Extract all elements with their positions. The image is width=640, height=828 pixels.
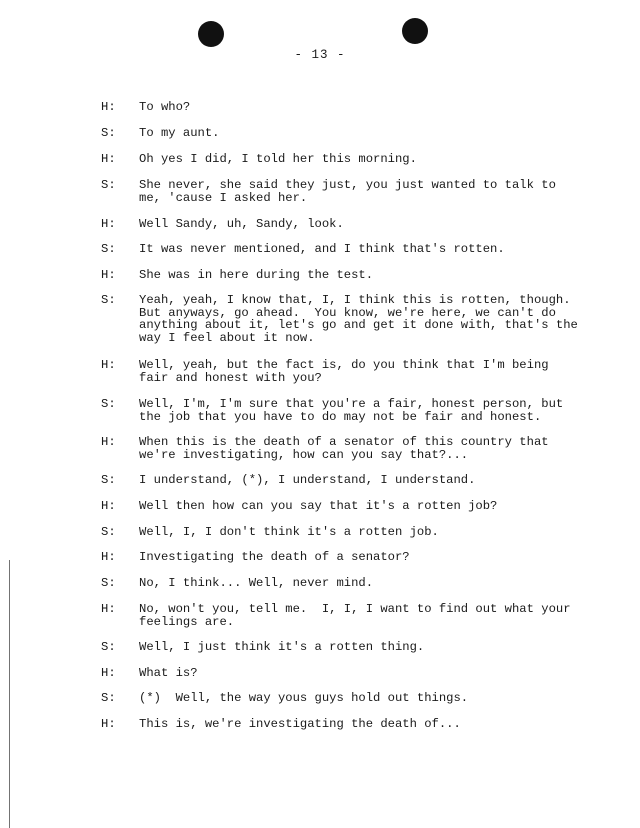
speaker-label: H: <box>101 717 116 731</box>
speech-text: Well, I, I don't think it's a rotten job. <box>139 525 439 539</box>
speech-text: She never, she said they just, you just wanted to talk to me, 'cause I asked her. <box>139 178 556 205</box>
speaker-label: S: <box>101 576 116 590</box>
speaker-label: H: <box>101 217 116 231</box>
speaker-label: H: <box>101 100 116 114</box>
speech-text: Well then how can you say that it's a rotten job? <box>139 499 498 513</box>
speech-text: To my aunt. <box>139 126 220 140</box>
speech-text: No, won't you, tell me. I, I, I want to find out what your feelings are. <box>139 602 571 629</box>
speech-text: Well Sandy, uh, Sandy, look. <box>139 217 344 231</box>
speaker-label: H: <box>101 435 116 449</box>
speech-text: Well, I just think it's a rotten thing. <box>139 640 425 654</box>
speaker-label: S: <box>101 178 116 192</box>
speaker-label: H: <box>101 602 116 616</box>
speaker-label: S: <box>101 691 116 705</box>
speaker-label: S: <box>101 126 116 140</box>
speaker-label: S: <box>101 525 116 539</box>
speaker-label: H: <box>101 152 116 166</box>
speaker-label: S: <box>101 293 116 307</box>
speech-text: Well, yeah, but the fact is, do you think that I'm being fair and honest with you? <box>139 358 549 385</box>
speaker-label: S: <box>101 397 116 411</box>
speech-text: I understand, (*), I understand, I understand. <box>139 473 476 487</box>
page-number: - 13 - <box>294 48 346 62</box>
speech-text: No, I think... Well, never mind. <box>139 576 374 590</box>
speech-text: When this is the death of a senator of this country that we're investigating, how can you say that?... <box>139 435 549 462</box>
speaker-label: H: <box>101 550 116 564</box>
speech-text: Yeah, yeah, I know that, I, I think this is rotten, though. But anyways, go ahead. You know, we're here, we can't do anything about it, let's go and get it done with, that's the way I feel about it now. <box>139 293 578 345</box>
speaker-label: H: <box>101 358 116 372</box>
speech-text: Oh yes I did, I told her this morning. <box>139 152 417 166</box>
speech-text: To who? <box>139 100 191 114</box>
speaker-label: H: <box>101 666 116 680</box>
speech-text: Investigating the death of a senator? <box>139 550 410 564</box>
speaker-label: H: <box>101 268 116 282</box>
speech-text: This is, we're investigating the death of... <box>139 717 461 731</box>
speech-text: What is? <box>139 666 198 680</box>
speech-text: It was never mentioned, and I think that's rotten. <box>139 242 505 256</box>
speaker-label: H: <box>101 499 116 513</box>
speech-text: She was in here during the test. <box>139 268 374 282</box>
speaker-label: S: <box>101 242 116 256</box>
speech-text: Well, I'm, I'm sure that you're a fair, honest person, but the job that you have to do may not be fair and honest. <box>139 397 564 424</box>
speaker-label: S: <box>101 473 116 487</box>
speaker-label: S: <box>101 640 116 654</box>
speech-text: (*) Well, the way yous guys hold out things. <box>139 691 469 705</box>
